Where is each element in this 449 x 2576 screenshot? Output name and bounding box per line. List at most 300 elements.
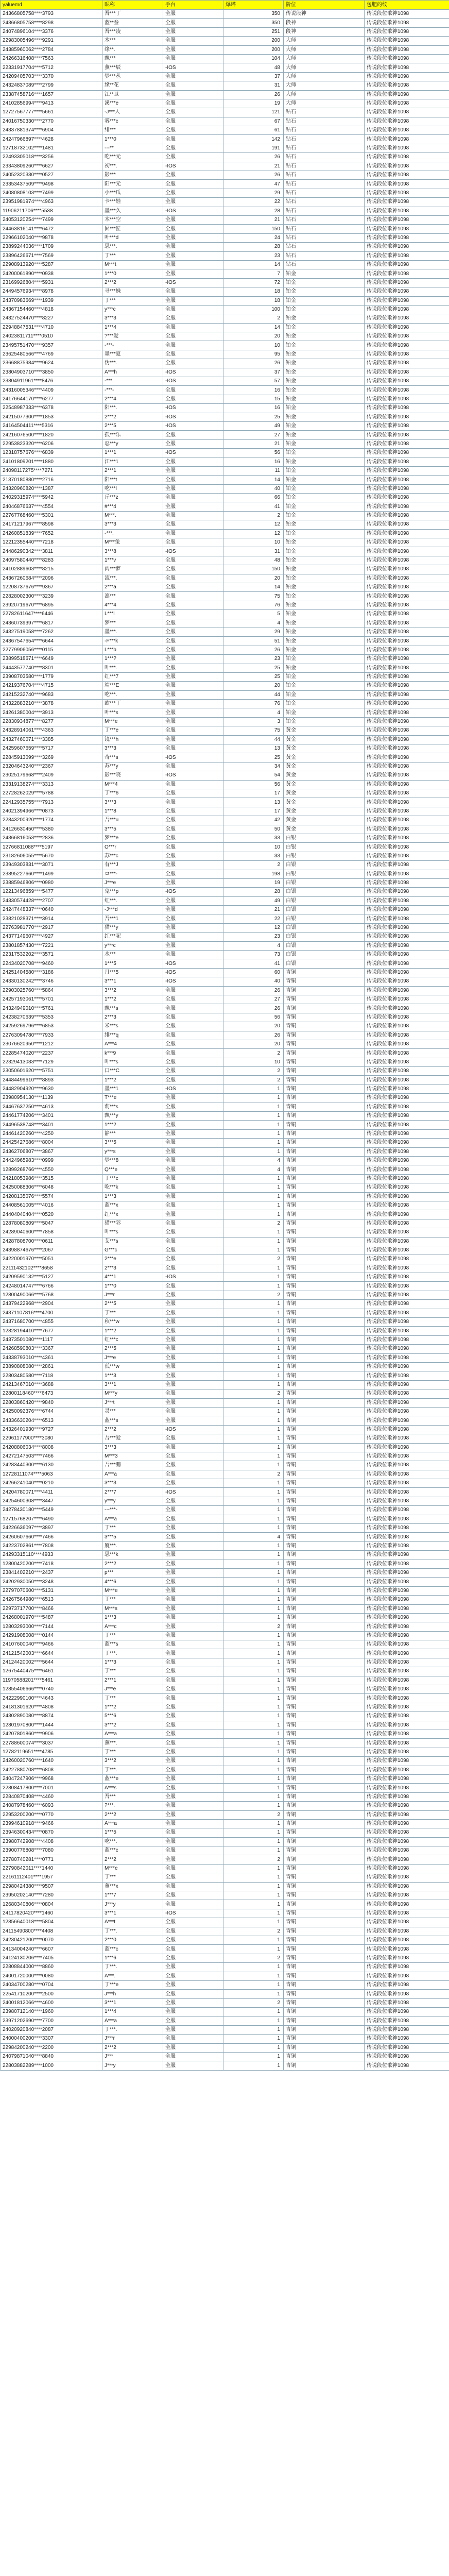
table-row[interactable]: [1, 933, 449, 941]
cell-reward: 传说段位歌神1098: [365, 1067, 449, 1076]
cell-platform: 全服: [163, 117, 223, 126]
table-row[interactable]: [1, 592, 449, 601]
table-row[interactable]: [1, 323, 449, 332]
table-row[interactable]: [1, 878, 449, 887]
table-row[interactable]: [1, 350, 449, 359]
table-row[interactable]: [1, 655, 449, 664]
cell-platform: 全服: [163, 1900, 223, 1909]
table-row[interactable]: [1, 1766, 449, 1774]
cell-rank: 黄金: [284, 744, 365, 753]
table-row[interactable]: [1, 1712, 449, 1721]
cell-id: 11906211706****5538: [1, 207, 102, 215]
table-row[interactable]: [1, 269, 449, 278]
table-row[interactable]: [1, 2061, 449, 2070]
cell-platform: 全服: [163, 843, 223, 852]
table-row[interactable]: [1, 1748, 449, 1756]
table-row[interactable]: [1, 951, 449, 959]
cell-id: 23387458716****1657: [1, 90, 102, 99]
table-row[interactable]: [1, 1586, 449, 1595]
table-row[interactable]: [1, 556, 449, 565]
table-row[interactable]: [1, 1157, 449, 1165]
table-row[interactable]: [1, 896, 449, 905]
cell-reward: 传说段位歌神1098: [365, 386, 449, 395]
table-row[interactable]: [1, 672, 449, 681]
table-row[interactable]: [1, 377, 449, 386]
table-row[interactable]: [1, 19, 449, 27]
cell-rank: 青铜: [284, 1327, 365, 1335]
table-row[interactable]: [1, 81, 449, 90]
table-row[interactable]: [1, 251, 449, 260]
table-row[interactable]: [1, 243, 449, 251]
table-row[interactable]: [1, 1622, 449, 1631]
table-row[interactable]: [1, 852, 449, 860]
cell-id: 24117820420****1460: [1, 1909, 102, 1918]
table-row[interactable]: [1, 144, 449, 152]
cell-reward: 传说段位歌神1098: [365, 117, 449, 126]
table-row[interactable]: [1, 1560, 449, 1568]
table-row[interactable]: [1, 1300, 449, 1309]
cell-reward: 传说段位歌神1098: [365, 941, 449, 950]
table-row[interactable]: [1, 690, 449, 699]
table-row[interactable]: [1, 332, 449, 341]
table-row[interactable]: [1, 1210, 449, 1219]
table-row[interactable]: [1, 233, 449, 242]
table-row[interactable]: [1, 1685, 449, 1694]
table-row[interactable]: [1, 117, 449, 126]
table-row[interactable]: [1, 2035, 449, 2043]
cell-id: 24443577740****8301: [1, 664, 102, 672]
table-row[interactable]: [1, 1013, 449, 1022]
table-row[interactable]: [1, 646, 449, 654]
table-row[interactable]: [1, 1739, 449, 1748]
table-row[interactable]: [1, 1425, 449, 1434]
cell-platform: -IOS: [163, 753, 223, 762]
table-row[interactable]: [1, 959, 449, 968]
table-row[interactable]: [1, 744, 449, 753]
table-row[interactable]: [1, 1864, 449, 1873]
table-row[interactable]: [1, 1810, 449, 1819]
cell-platform: 全服: [163, 529, 223, 538]
table-row[interactable]: [1, 99, 449, 108]
cell-nickname: 丁***: [102, 251, 163, 260]
table-row[interactable]: [1, 1828, 449, 1837]
table-row[interactable]: [1, 413, 449, 421]
table-row[interactable]: [1, 386, 449, 395]
cell-count: 1: [223, 1613, 284, 1622]
cell-nickname: A***a: [102, 1730, 163, 1739]
table-row[interactable]: [1, 977, 449, 986]
cell-nickname: 囧***匠: [102, 225, 163, 233]
cell-count: 1: [223, 1362, 284, 1371]
cell-rank: 青铜: [284, 1470, 365, 1479]
cell-id: 24126630450****5380: [1, 825, 102, 834]
table-row[interactable]: [1, 1049, 449, 1058]
cell-count: 1: [223, 1980, 284, 1989]
table-row[interactable]: [1, 1380, 449, 1389]
cell-count: 1: [223, 1846, 284, 1855]
cell-reward: 传说段位歌神1098: [365, 834, 449, 842]
table-row[interactable]: [1, 1219, 449, 1228]
table-row[interactable]: [1, 574, 449, 583]
table-row[interactable]: [1, 1837, 449, 1846]
table-row[interactable]: [1, 1515, 449, 1523]
cell-rank: 青铜: [284, 1147, 365, 1156]
table-row[interactable]: [1, 404, 449, 413]
table-row[interactable]: [1, 968, 449, 977]
cell-id: 23980954130****1139: [1, 1094, 102, 1103]
table-row[interactable]: [1, 771, 449, 780]
table-row[interactable]: [1, 1309, 449, 1317]
table-row[interactable]: [1, 1649, 449, 1658]
table-row[interactable]: [1, 2053, 449, 2061]
cell-platform: 全服: [163, 1040, 223, 1048]
table-row[interactable]: [1, 421, 449, 430]
header-rank[interactable]: 阶位: [284, 1, 365, 10]
table-row[interactable]: [1, 1165, 449, 1174]
cell-reward: 传说段位歌神1098: [365, 153, 449, 162]
table-row[interactable]: [1, 520, 449, 529]
table-row[interactable]: [1, 1541, 449, 1550]
table-row[interactable]: [1, 995, 449, 1004]
table-row[interactable]: [1, 54, 449, 63]
table-row[interactable]: [1, 1882, 449, 1891]
table-row[interactable]: [1, 2008, 449, 2016]
table-row[interactable]: [1, 215, 449, 224]
table-row[interactable]: [1, 296, 449, 305]
cell-rank: 钻石: [284, 198, 365, 207]
table-row[interactable]: [1, 2043, 449, 2052]
cell-platform: 全服: [163, 1398, 223, 1407]
table-row[interactable]: [1, 198, 449, 207]
table-row[interactable]: [1, 1183, 449, 1192]
table-row[interactable]: [1, 941, 449, 950]
table-body: [1, 10, 449, 2071]
table-row[interactable]: [1, 153, 449, 162]
header-nickname[interactable]: 昵称: [102, 1, 163, 10]
table-row[interactable]: [1, 1398, 449, 1407]
table-row[interactable]: [1, 1819, 449, 1828]
table-row[interactable]: [1, 1578, 449, 1586]
table-row[interactable]: [1, 1362, 449, 1371]
table-row[interactable]: [1, 1936, 449, 1944]
table-row[interactable]: [1, 1524, 449, 1533]
cell-reward: 传说段位歌神1098: [365, 1990, 449, 1998]
table-row[interactable]: [1, 45, 449, 54]
table-row[interactable]: [1, 359, 449, 368]
table-row[interactable]: [1, 162, 449, 171]
cell-platform: -IOS: [163, 404, 223, 413]
table-row[interactable]: [1, 494, 449, 502]
table-row[interactable]: [1, 717, 449, 726]
table-row[interactable]: [1, 1174, 449, 1183]
table-row[interactable]: [1, 1667, 449, 1676]
table-row[interactable]: [1, 1094, 449, 1103]
table-row[interactable]: [1, 1040, 449, 1048]
table-row[interactable]: [1, 1031, 449, 1040]
cell-nickname: 2***2: [102, 2043, 163, 2052]
table-row[interactable]: [1, 1058, 449, 1066]
table-row[interactable]: [1, 1640, 449, 1649]
table-row[interactable]: [1, 1255, 449, 1264]
table-row[interactable]: [1, 189, 449, 197]
cell-id: 23076620950****1212: [1, 1040, 102, 1048]
table-row[interactable]: [1, 834, 449, 842]
table-row[interactable]: [1, 735, 449, 744]
cell-nickname: M***兔: [102, 538, 163, 547]
table-row[interactable]: [1, 1067, 449, 1076]
table-row[interactable]: [1, 135, 449, 144]
table-row[interactable]: [1, 72, 449, 81]
table-row[interactable]: [1, 1264, 449, 1273]
cell-id: 12728111074****5063: [1, 1470, 102, 1479]
table-row[interactable]: [1, 1345, 449, 1353]
table-row[interactable]: [1, 1139, 449, 1147]
table-row[interactable]: [1, 825, 449, 834]
table-row[interactable]: [1, 1703, 449, 1711]
table-row[interactable]: [1, 511, 449, 520]
table-row[interactable]: [1, 780, 449, 789]
table-row[interactable]: [1, 1990, 449, 1998]
table-row[interactable]: [1, 1506, 449, 1515]
cell-id: 24247448337****0640: [1, 906, 102, 914]
table-row[interactable]: [1, 816, 449, 825]
table-row[interactable]: [1, 888, 449, 896]
table-row[interactable]: [1, 1291, 449, 1299]
table-row[interactable]: [1, 1855, 449, 1864]
cell-count: 44: [223, 735, 284, 744]
table-row[interactable]: [1, 529, 449, 538]
cell-nickname: 3***1: [102, 1380, 163, 1389]
table-row[interactable]: [1, 914, 449, 923]
cell-count: 2: [223, 1998, 284, 2007]
table-row[interactable]: [1, 63, 449, 72]
table-row[interactable]: [1, 708, 449, 717]
cell-platform: 全服: [163, 1139, 223, 1147]
table-row[interactable]: [1, 278, 449, 287]
table-row[interactable]: [1, 762, 449, 771]
table-row[interactable]: [1, 700, 449, 708]
table-row[interactable]: [1, 1963, 449, 1972]
table-row[interactable]: [1, 502, 449, 511]
cell-reward: 传说段位歌神1098: [365, 1362, 449, 1371]
table-row[interactable]: [1, 870, 449, 878]
cell-rank: 钻石: [284, 144, 365, 152]
table-row[interactable]: [1, 1246, 449, 1255]
cell-platform: 全服: [163, 1882, 223, 1891]
cell-platform: 全服: [163, 1228, 223, 1237]
table-row[interactable]: [1, 1129, 449, 1138]
table-row[interactable]: [1, 1022, 449, 1031]
table-row[interactable]: [1, 1147, 449, 1156]
table-row[interactable]: [1, 1954, 449, 1962]
cell-id: 24377149607****4927: [1, 933, 102, 941]
table-row[interactable]: [1, 1076, 449, 1084]
table-row[interactable]: [1, 1443, 449, 1452]
table-row[interactable]: [1, 484, 449, 493]
table-row[interactable]: [1, 287, 449, 296]
table-row[interactable]: [1, 431, 449, 439]
table-row[interactable]: [1, 1452, 449, 1461]
table-row[interactable]: [1, 466, 449, 475]
table-row[interactable]: [1, 1972, 449, 1980]
table-row[interactable]: [1, 1192, 449, 1201]
table-row[interactable]: [1, 1927, 449, 1936]
table-row[interactable]: [1, 1873, 449, 1882]
table-row[interactable]: [1, 457, 449, 466]
table-row[interactable]: [1, 807, 449, 816]
table-row[interactable]: [1, 1470, 449, 1479]
table-row[interactable]: [1, 1730, 449, 1739]
table-row[interactable]: [1, 1918, 449, 1927]
cell-reward: 传说段位歌神1098: [365, 1864, 449, 1873]
table-row[interactable]: [1, 664, 449, 672]
table-row[interactable]: [1, 1479, 449, 1488]
table-row[interactable]: [1, 1998, 449, 2007]
table-row[interactable]: [1, 37, 449, 45]
table-row[interactable]: [1, 1112, 449, 1121]
table-row[interactable]: [1, 1792, 449, 1801]
header-id[interactable]: yaluemd: [1, 1, 102, 10]
table-row[interactable]: [1, 789, 449, 798]
table-row[interactable]: [1, 538, 449, 547]
table-row[interactable]: [1, 1909, 449, 1918]
table-row[interactable]: [1, 260, 449, 269]
table-row[interactable]: [1, 1497, 449, 1505]
table-row[interactable]: [1, 1201, 449, 1210]
table-row[interactable]: [1, 395, 449, 403]
table-row[interactable]: [1, 1980, 449, 1989]
table-row[interactable]: [1, 565, 449, 574]
table-row[interactable]: [1, 1318, 449, 1327]
table-row[interactable]: [1, 923, 449, 932]
table-row[interactable]: [1, 1371, 449, 1380]
table-row[interactable]: [1, 1103, 449, 1111]
cell-reward: 传说段位歌神1098: [365, 413, 449, 421]
table-row[interactable]: [1, 1084, 449, 1093]
table-row[interactable]: [1, 986, 449, 995]
table-row[interactable]: [1, 726, 449, 735]
table-row[interactable]: [1, 1721, 449, 1730]
table-row[interactable]: [1, 906, 449, 914]
table-row[interactable]: [1, 1846, 449, 1855]
cell-count: 1: [223, 2043, 284, 2052]
cell-platform: 全服: [163, 914, 223, 923]
cell-platform: 全服: [163, 583, 223, 592]
table-row[interactable]: [1, 439, 449, 448]
table-row[interactable]: [1, 2025, 449, 2034]
table-row[interactable]: [1, 1335, 449, 1344]
table-row[interactable]: [1, 1121, 449, 1129]
cell-nickname: 苏***c: [102, 852, 163, 860]
header-count[interactable]: 爆塔: [223, 1, 284, 10]
cell-platform: 全服: [163, 1121, 223, 1129]
table-row[interactable]: [1, 1613, 449, 1622]
table-row[interactable]: [1, 126, 449, 135]
table-row[interactable]: [1, 1004, 449, 1013]
table-row[interactable]: [1, 1774, 449, 1783]
header-platform[interactable]: 手台: [163, 1, 223, 10]
table-row[interactable]: [1, 108, 449, 117]
cell-nickname: 吾***鹏: [102, 1461, 163, 1470]
table-row[interactable]: [1, 583, 449, 592]
table-row[interactable]: [1, 619, 449, 628]
table-row[interactable]: [1, 601, 449, 609]
table-row[interactable]: [1, 1353, 449, 1362]
table-row[interactable]: [1, 1802, 449, 1810]
cell-id: 24266241040****0210: [1, 1479, 102, 1488]
table-row[interactable]: [1, 1945, 449, 1954]
cell-rank: 黄金: [284, 771, 365, 780]
table-row[interactable]: [1, 1407, 449, 1416]
table-row[interactable]: [1, 637, 449, 646]
table-row[interactable]: [1, 1694, 449, 1703]
table-row[interactable]: [1, 1533, 449, 1541]
table-row[interactable]: [1, 225, 449, 233]
table-row[interactable]: [1, 449, 449, 457]
table-row[interactable]: [1, 305, 449, 314]
table-row[interactable]: [1, 1604, 449, 1613]
cell-reward: 传说段位歌神1098: [365, 700, 449, 708]
header-reward[interactable]: 包肥的纹: [365, 1, 449, 10]
table-row[interactable]: [1, 1757, 449, 1766]
table-row[interactable]: [1, 1416, 449, 1425]
table-row[interactable]: [1, 1784, 449, 1792]
cell-platform: 全服: [163, 1524, 223, 1533]
table-row[interactable]: [1, 2016, 449, 2025]
table-row[interactable]: [1, 547, 449, 556]
table-row[interactable]: [1, 1461, 449, 1470]
table-row[interactable]: [1, 1551, 449, 1560]
cell-id: 24467637250****4613: [1, 1103, 102, 1111]
cell-reward: 传说段位歌神1098: [365, 583, 449, 592]
table-row[interactable]: [1, 171, 449, 180]
table-row[interactable]: [1, 10, 449, 19]
cell-reward: 传说段位歌神1098: [365, 305, 449, 314]
table-row[interactable]: [1, 843, 449, 852]
table-row[interactable]: [1, 1900, 449, 1909]
table-row[interactable]: [1, 798, 449, 807]
table-row[interactable]: [1, 610, 449, 619]
table-row[interactable]: [1, 368, 449, 377]
cell-platform: 全服: [163, 1792, 223, 1801]
table-row[interactable]: [1, 1282, 449, 1291]
table-row[interactable]: [1, 1891, 449, 1900]
table-row[interactable]: [1, 861, 449, 870]
table-row[interactable]: [1, 1631, 449, 1640]
table-row[interactable]: [1, 628, 449, 636]
table-row[interactable]: [1, 180, 449, 189]
table-row[interactable]: [1, 753, 449, 762]
table-row[interactable]: [1, 1237, 449, 1246]
table-row[interactable]: [1, 1228, 449, 1237]
table-row[interactable]: [1, 341, 449, 350]
table-row[interactable]: [1, 27, 449, 36]
table-row[interactable]: [1, 1568, 449, 1577]
table-row[interactable]: [1, 682, 449, 690]
table-row[interactable]: [1, 1273, 449, 1282]
table-row[interactable]: [1, 207, 449, 215]
table-row[interactable]: [1, 1658, 449, 1667]
table-row[interactable]: [1, 476, 449, 484]
table-row[interactable]: [1, 314, 449, 323]
table-row[interactable]: [1, 1676, 449, 1685]
table-row[interactable]: [1, 1434, 449, 1443]
table-row[interactable]: [1, 1596, 449, 1604]
table-row[interactable]: [1, 1327, 449, 1335]
table-row[interactable]: [1, 1389, 449, 1398]
table-row[interactable]: [1, 1488, 449, 1497]
table-row[interactable]: [1, 90, 449, 99]
